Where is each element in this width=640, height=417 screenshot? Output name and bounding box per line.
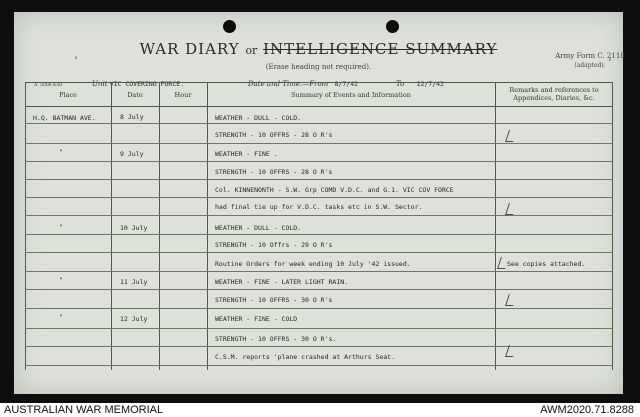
col-header-summary: Summary of Events and Information xyxy=(291,91,411,99)
col-header-place: Place xyxy=(59,91,77,99)
army-form-adapted: (adapted). xyxy=(574,62,606,69)
army-form-label xyxy=(550,52,630,70)
date-to-label: To xyxy=(396,80,405,88)
entry-place: " xyxy=(59,148,63,156)
col-header-date: Date xyxy=(127,91,143,99)
col-header-hour: Hour xyxy=(174,91,192,99)
entry-summary: WEATHER - FINE - LATER LIGHT RAIN. xyxy=(215,278,349,286)
entry-summary: WEATHER - DULL - COLD. xyxy=(215,114,302,122)
entry-summary: WEATHER - DULL - COLD. xyxy=(215,224,302,232)
diary-title xyxy=(14,40,623,58)
entry-summary: STRENGTH - 10 OFFRS - 28 O R's xyxy=(215,131,333,139)
unit-value: VIC COVERING FORCE. xyxy=(109,80,185,88)
col-header-remarks: Remarks and references to Appendices, Diaries, &c. xyxy=(509,86,599,102)
entry-remarks: See copies attached. xyxy=(507,260,586,268)
entry-summary: WEATHER - FINE - COLD xyxy=(215,315,298,323)
title-or: or xyxy=(245,44,258,57)
pencil-mark: ʼ xyxy=(74,56,78,67)
entry-summary: STRENGTH - 10 OFFRS - 30 O R's. xyxy=(215,335,337,343)
initials-mark xyxy=(505,203,517,215)
entry-summary: had final tie up for V.D.C. tasks etc in S.W. Sector. xyxy=(215,203,423,211)
entry-date: 11 July xyxy=(120,278,148,286)
pencil-mark-2: ʼ xyxy=(608,58,612,69)
date-to-value: 12/7/42 xyxy=(416,80,444,88)
entry-date: 8 July xyxy=(120,113,144,121)
unit-label: Unit xyxy=(92,80,108,88)
entry-place: " xyxy=(59,276,63,284)
entry-summary: STRENGTH - 10 OFFRS - 28 O R's xyxy=(215,168,333,176)
date-from-label: Date and Time.—From xyxy=(248,80,329,88)
entry-place: " xyxy=(59,223,63,231)
date-from-value: 8/7/42 xyxy=(334,80,359,88)
army-form-number: Army Form C. 2118 xyxy=(555,52,625,60)
diary-table xyxy=(25,82,613,370)
footer-institution: AUSTRALIAN WAR MEMORIAL xyxy=(4,404,164,416)
entry-place: H.Q. BATMAN AVE. xyxy=(33,114,96,122)
footer-accession-number: AWM2020.71.8288 xyxy=(540,404,634,416)
erase-note: (Erase heading not required). xyxy=(265,63,372,71)
title-intelligence-summary: INTELLIGENCE SUMMARY xyxy=(263,40,498,58)
entry-summary: STRENGTH - 10 OFFRS - 30 O R's xyxy=(215,296,333,304)
entry-summary: STRENGTH - 10 Offrs - 29 O R's xyxy=(215,241,333,249)
entry-summary: Col. KINNENONTH - S.W. Grp COMD V.D.C. and G.1. VIC COV FORCE xyxy=(215,186,454,194)
initials-mark xyxy=(505,130,517,142)
punch-hole-right xyxy=(386,20,399,33)
entry-summary: WEATHER - FINE . xyxy=(215,150,278,158)
entry-summary: C.S.M. reports 'plane crashed at Arthurs Seat. xyxy=(215,353,396,361)
entry-place: " xyxy=(59,313,63,321)
entry-summary: Routine Orders for week ending 10 July '42 issued. xyxy=(215,260,411,268)
form-number: A. 5006 K50 xyxy=(34,83,63,88)
entry-date: 10 July xyxy=(120,224,148,232)
initials-mark xyxy=(505,294,517,306)
entry-date: 12 July xyxy=(120,315,148,323)
entry-date: 9 July xyxy=(120,150,144,158)
punch-hole-left xyxy=(223,20,236,33)
title-war-diary: WAR DIARY xyxy=(139,40,240,58)
